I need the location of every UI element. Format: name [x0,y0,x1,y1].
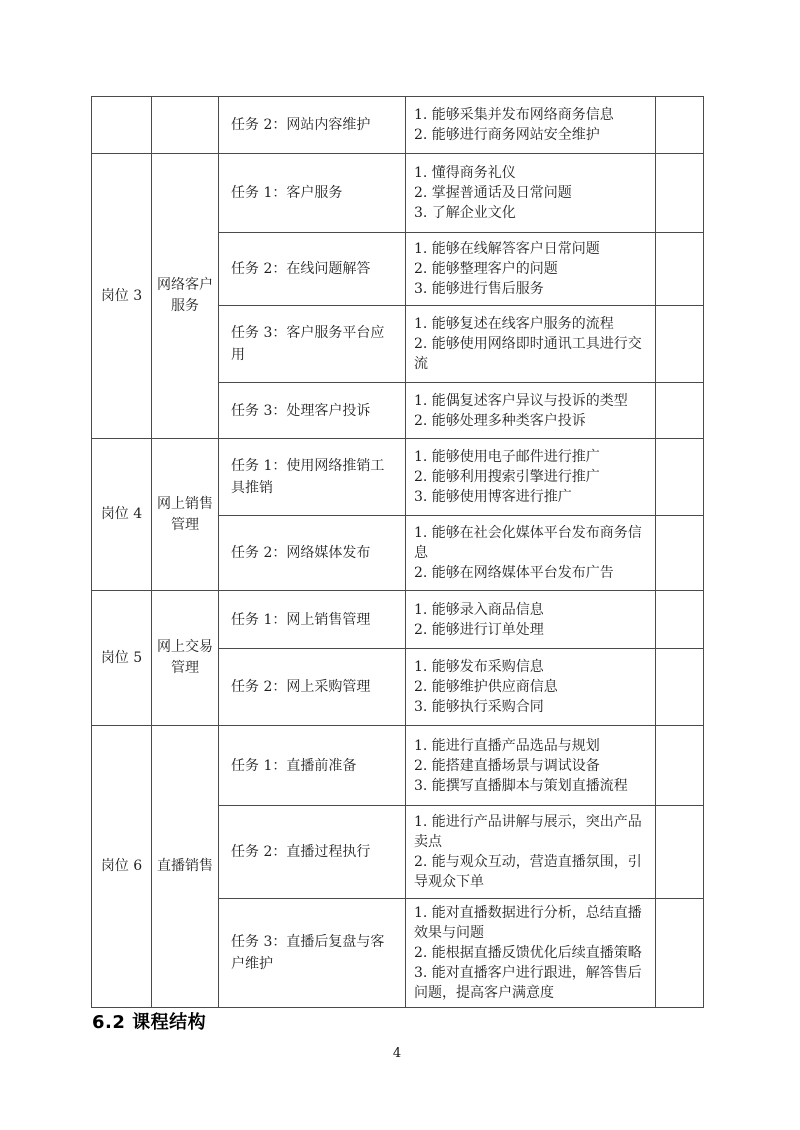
position-name-cell: 网上交易管理 [152,591,219,726]
task-cell: 任务 3：处理客户投诉 [219,383,406,439]
position-cell: 岗位 6 [92,726,152,1008]
task-cell: 任务 2：网络媒体发布 [219,516,406,591]
ability-item: 1. 能够在社会化媒体平台发布商务信息 [414,525,642,561]
abilities-cell [406,306,656,383]
ability-item: 1. 能对直播数据进行分析，总结直播效果与问题 [414,905,642,941]
position-cell [92,97,152,154]
blank-cell [656,233,704,306]
abilities-cell [406,649,656,726]
blank-cell [656,439,704,516]
ability-item: 3. 能够进行售后服务 [414,281,544,297]
ability-item: 3. 能够执行采购合同 [414,699,544,715]
ability-item: 1. 能进行直播产品选品与规划 [414,737,600,754]
abilities-cell [406,233,656,306]
ability-item: 2. 能够维护供应商信息 [414,679,558,695]
ability-item: 2. 能与观众互动，营造直播氛围，引导观众下单 [414,854,642,890]
ability-item: 2. 能够在网络媒体平台发布广告 [414,565,614,581]
blank-cell [656,383,704,439]
task-cell: 任务 1：客户服务 [219,154,406,233]
ability-item: 1. 能够复述在线客户服务的流程 [414,316,614,332]
ability-item: 3. 能够使用博客进行推广 [414,489,572,505]
blank-cell [656,726,704,806]
ability-item: 1. 能够录入商品信息 [414,601,544,618]
ability-item: 1. 能够采集并发布网络商务信息 [414,107,614,123]
table-row [92,591,704,649]
task-cell: 任务 3：客户服务平台应用 [219,306,406,383]
ability-item: 2. 掌握普通话及日常问题 [414,185,572,201]
table-row [92,97,704,154]
table-row [92,439,704,516]
ability-item: 1. 能偶复述客户异议与投诉的类型 [414,392,628,409]
ability-item: 1. 懂得商务礼仪 [414,165,516,181]
position-name-cell: 直播销售 [152,726,219,1008]
ability-item: 1. 能够使用电子邮件进行推广 [414,449,600,465]
blank-cell [656,899,704,1008]
ability-item: 2. 能够处理多种类客户投诉 [414,412,586,429]
blank-cell [656,154,704,233]
position-cell: 岗位 3 [92,154,152,439]
abilities-cell [406,154,656,233]
ability-item: 3. 了解企业文化 [414,205,516,221]
blank-cell [656,806,704,899]
abilities-cell [406,726,656,806]
ability-item: 3. 能对直播客户进行跟进，解答售后问题，提高客户满意度 [414,965,642,1001]
task-cell: 任务 1：使用网络推销工具推销 [219,439,406,516]
abilities-cell [406,97,656,154]
abilities-cell [406,591,656,649]
ability-item: 3. 能撰写直播脚本与策划直播流程 [414,777,628,794]
task-cell: 任务 2：网站内容维护 [219,97,406,154]
table-row [92,154,704,233]
ability-item: 2. 能搭建直播场景与调试设备 [414,757,600,774]
ability-item: 1. 能进行产品讲解与展示，突出产品卖点 [414,814,642,850]
abilities-cell [406,899,656,1008]
ability-item: 2. 能够进行订单处理 [414,621,544,638]
page-number: 4 [392,1046,402,1061]
task-cell: 任务 1：直播前准备 [219,726,406,806]
blank-cell [656,649,704,726]
task-cell: 任务 1：网上销售管理 [219,591,406,649]
ability-item: 2. 能够进行商务网站安全维护 [414,127,600,143]
position-name-cell [152,97,219,154]
ability-item: 2. 能够整理客户的问题 [414,261,558,277]
position-name-cell: 网络客户服务 [152,154,219,439]
task-cell: 任务 3：直播后复盘与客户维护 [219,899,406,1008]
blank-cell [656,516,704,591]
abilities-cell [406,516,656,591]
position-cell: 岗位 4 [92,439,152,591]
task-cell: 任务 2：在线问题解答 [219,233,406,306]
section-heading: 6.2 课程结构 [92,1012,207,1033]
task-cell: 任务 2：直播过程执行 [219,806,406,899]
ability-item: 1. 能够发布采购信息 [414,659,544,675]
task-cell: 任务 2：网上采购管理 [219,649,406,726]
abilities-cell [406,383,656,439]
abilities-cell [406,439,656,516]
position-name-cell: 网上销售管理 [152,439,219,591]
table-row [92,726,704,806]
ability-item: 1. 能够在线解答客户日常问题 [414,241,600,257]
positions-tasks-table [91,96,704,1008]
blank-cell [656,591,704,649]
abilities-cell [406,806,656,899]
blank-cell [656,306,704,383]
ability-item: 2. 能根据直播反馈优化后续直播策略 [414,945,642,961]
position-cell: 岗位 5 [92,591,152,726]
ability-item: 2. 能够利用搜索引擎进行推广 [414,469,600,485]
blank-cell [656,97,704,154]
ability-item: 2. 能够使用网络即时通讯工具进行交流 [414,336,642,372]
